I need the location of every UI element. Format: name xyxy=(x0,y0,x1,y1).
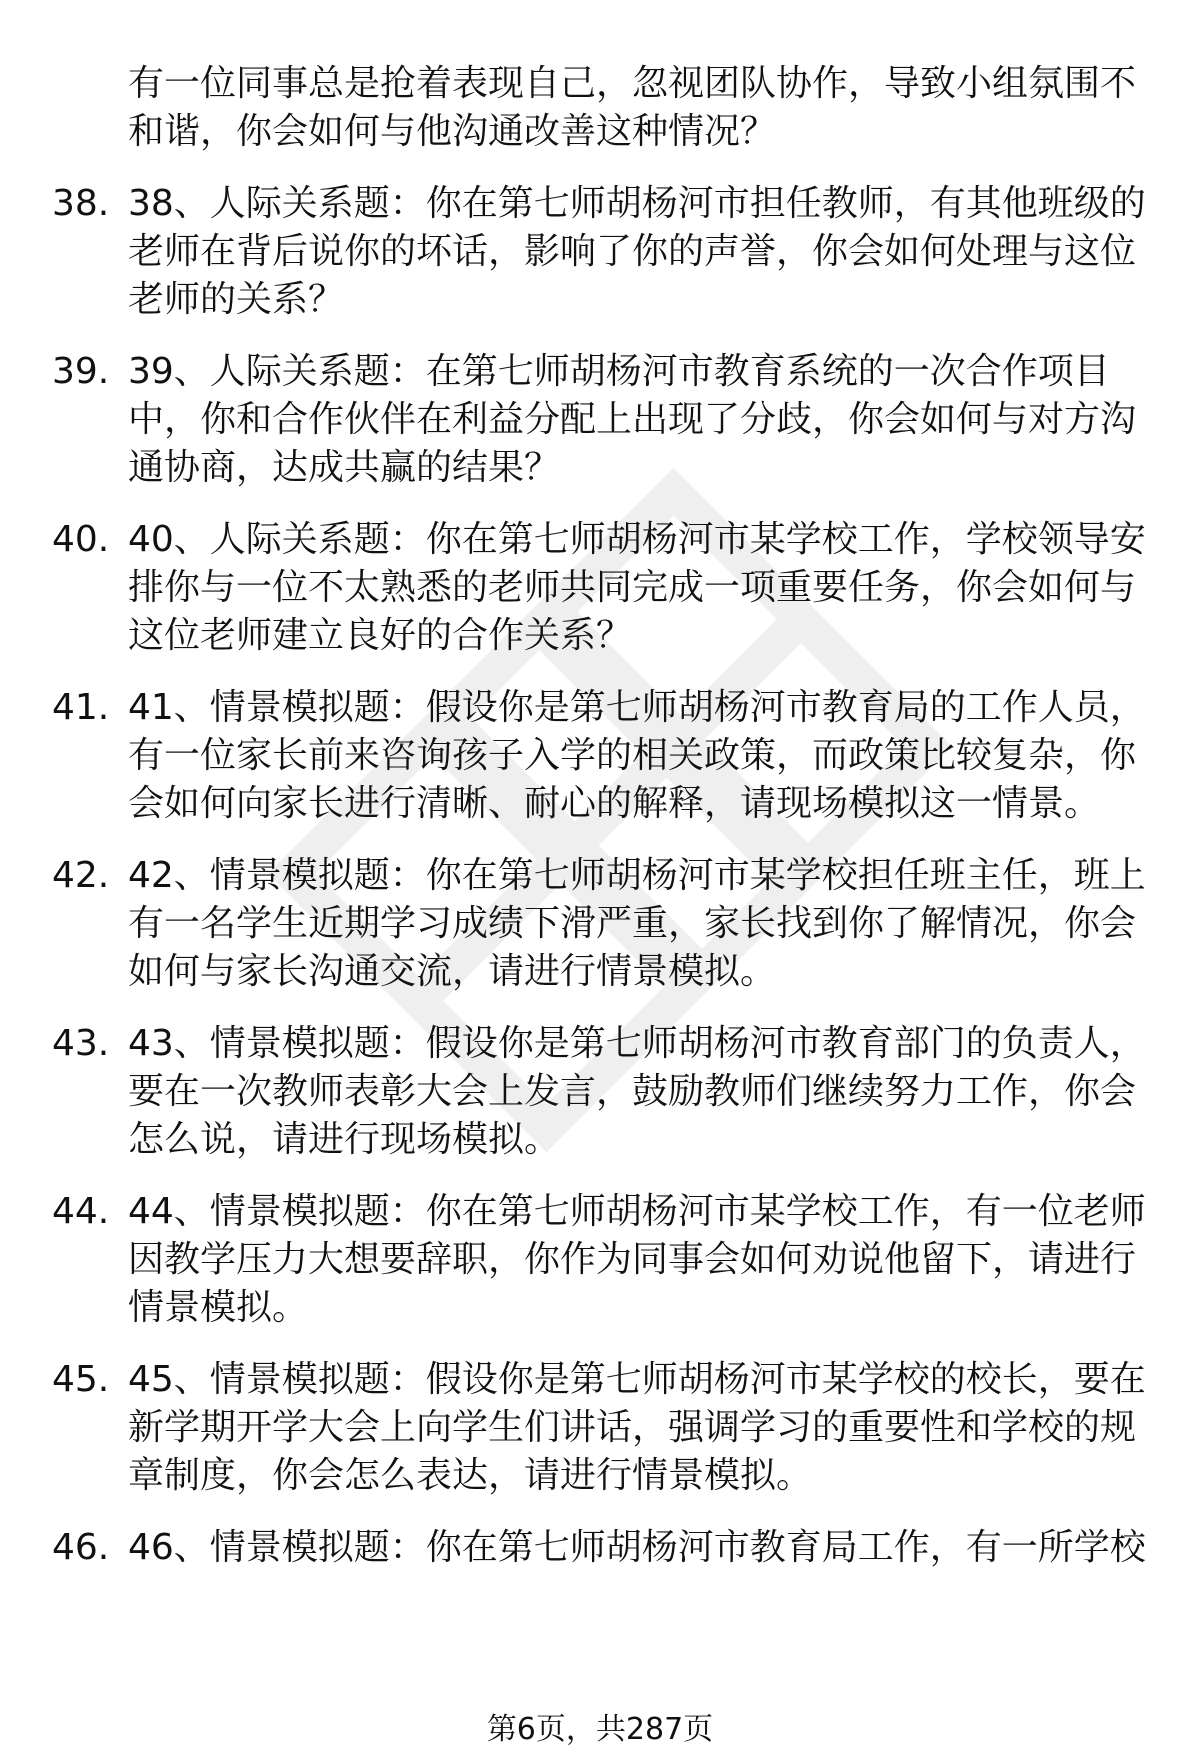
question-text: 44、情景模拟题：你在第七师胡杨河市某学校工作，有一位老师 因教学压力大想要辞职，你作为同事会如何劝说他留下，请进行 情景模拟。 xyxy=(128,1191,1146,1328)
question-text: 40、人际关系题：你在第七师胡杨河市某学校工作，学校领导安 排你与一位不太熟悉的老师共同完成一项重要任务，你会如何与 这位老师建立良好的合作关系？ xyxy=(128,519,1146,656)
question-number: 45. xyxy=(52,1359,110,1400)
question-text: 41、情景模拟题：假设你是第七师胡杨河市教育局的工作人员， 有一位家长前来咨询孩子入学的相关政策，而政策比较复杂，你 会如何向家长进行清晰、耐心的解释，请现场模拟这一情景。 xyxy=(128,687,1146,824)
question-number: 41. xyxy=(52,687,110,728)
question-text: 39、人际关系题：在第七师胡杨河市教育系统的一次合作项目 中，你和合作伙伴在利益分配上出现了分歧，你会如何与对方沟 通协商，达成共赢的结果？ xyxy=(128,351,1137,488)
question-number: 46. xyxy=(52,1527,110,1568)
question-number: 38. xyxy=(52,183,110,224)
question-number: 42. xyxy=(52,855,110,896)
question-number: 40. xyxy=(52,519,110,560)
question-text: 42、情景模拟题：你在第七师胡杨河市某学校担任班主任，班上 有一名学生近期学习成绩下滑严重，家长找到你了解情况，你会 如何与家长沟通交流，请进行情景模拟。 xyxy=(128,855,1146,992)
question-text: 43、情景模拟题：假设你是第七师胡杨河市教育部门的负责人， 要在一次教师表彰大会上发言，鼓励教师们继续努力工作，你会 怎么说，请进行现场模拟。 xyxy=(128,1023,1146,1160)
continuation-text: 有一位同事总是抢着表现自己，忽视团队协作，导致小组氛围不 和谐，你会如何与他沟通改善这种情况？ xyxy=(128,63,1137,152)
page-footer: 第6页，共287页 xyxy=(486,1712,714,1747)
question-text: 46、情景模拟题：你在第七师胡杨河市教育局工作，有一所学校 xyxy=(128,1527,1146,1568)
question-number: 44. xyxy=(52,1191,110,1232)
question-text: 45、情景模拟题：假设你是第七师胡杨河市某学校的校长，要在 新学期开学大会上向学生们讲话，强调学习的重要性和学校的规 章制度，你会怎么表达，请进行情景模拟。 xyxy=(128,1359,1146,1496)
question-text: 38、人际关系题：你在第七师胡杨河市担任教师，有其他班级的 老师在背后说你的坏话，影响了你的声誉，你会如何处理与这位 老师的关系？ xyxy=(128,183,1146,320)
question-number: 39. xyxy=(52,351,110,392)
question-number: 43. xyxy=(52,1023,110,1064)
